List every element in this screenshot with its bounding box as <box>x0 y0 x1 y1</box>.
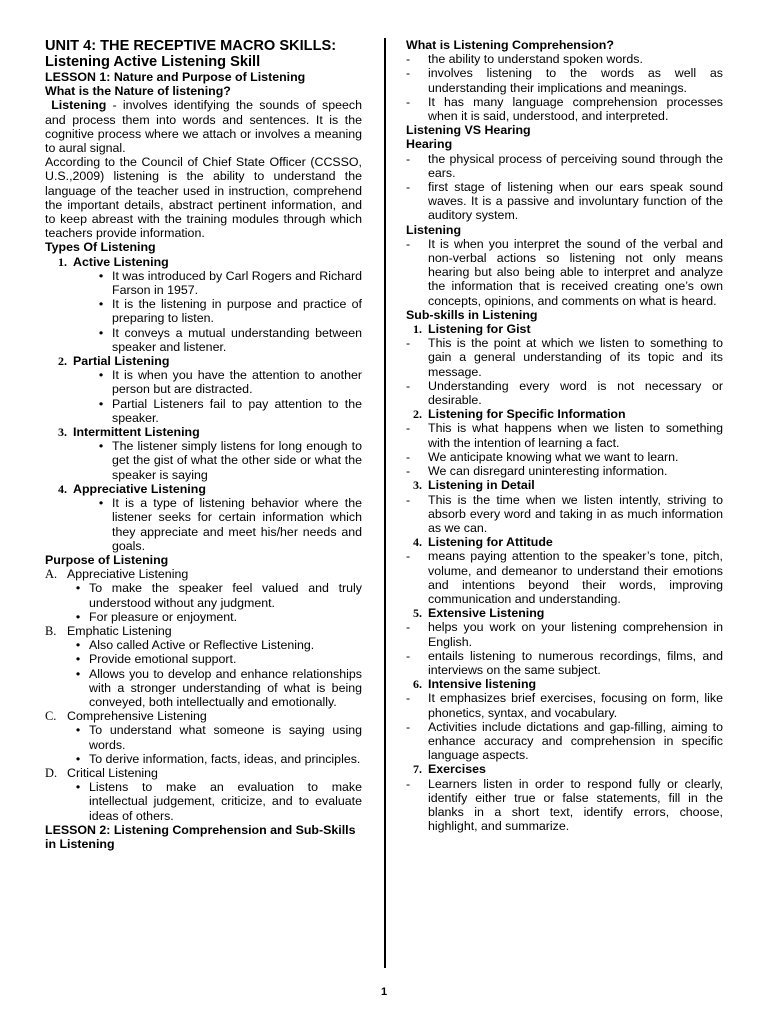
bullet-item <box>45 397 362 425</box>
purpose-title: Emphatic Listening <box>67 623 172 638</box>
dash-text: involves listening to the words as well as understanding their implications and meanings. <box>428 66 723 95</box>
bullet-text: Partial Listeners fail to pay attention to the speaker. <box>112 396 362 425</box>
purpose-heading <box>45 624 362 638</box>
purpose-heading <box>45 567 362 581</box>
bullet-text: Listens to make an evaluation to make intellectual judgement, criticize, and to evaluate ideas of others. <box>89 780 362 823</box>
listening-list <box>406 237 723 308</box>
purpose-title: Appreciative Listening <box>67 567 189 582</box>
dash-icon: - <box>406 549 411 564</box>
dash-icon: - <box>406 378 411 393</box>
type-title: Appreciative Listening <box>73 481 206 496</box>
subskill-heading <box>406 478 723 492</box>
dash-icon: - <box>406 421 411 436</box>
subskill-heading <box>406 407 723 421</box>
bullet-item <box>45 439 362 482</box>
dash-item <box>406 620 723 648</box>
purpose-item <box>45 567 362 624</box>
type-number: 2. <box>58 354 67 369</box>
subskill-number: 1. <box>413 322 422 337</box>
type-heading <box>45 255 362 269</box>
dash-text: entails listening to numerous recordings, films, and interviews on the same subject. <box>428 648 723 677</box>
bullet-icon: • <box>98 297 104 312</box>
subskill-number: 6. <box>413 677 422 692</box>
bullet-icon: • <box>75 723 81 738</box>
subskill-items <box>406 549 723 606</box>
bullet-item <box>45 652 362 666</box>
bullet-icon: • <box>98 325 104 340</box>
purpose-letter: D. <box>45 765 58 780</box>
bullet-text: It was introduced by Carl Rogers and Richard Farson in 1957. <box>112 268 362 298</box>
subskill-item <box>406 322 723 407</box>
bullet-item <box>45 667 362 710</box>
bullet-text: It is a type of listening behavior where the listener seeks for certain information which they appreciate and meet his/her needs and goals. <box>112 496 362 553</box>
subskill-items <box>406 620 723 677</box>
bullet-icon: • <box>75 751 81 766</box>
type-heading <box>45 354 362 368</box>
bullet-item <box>45 638 362 652</box>
subskill-items <box>406 421 723 478</box>
dash-item <box>406 180 723 223</box>
dash-item <box>406 237 723 308</box>
dash-icon: - <box>406 492 411 507</box>
purpose-item <box>45 709 362 766</box>
types-list <box>45 255 362 553</box>
dash-item <box>406 336 723 379</box>
purpose-heading <box>45 766 362 780</box>
type-item <box>45 354 362 425</box>
subskills-list <box>406 322 723 833</box>
dash-item <box>406 379 723 407</box>
subskill-item <box>406 535 723 606</box>
purpose-letter: C. <box>45 709 57 724</box>
subskill-items <box>406 777 723 834</box>
purpose-heading: Purpose of Listening <box>45 552 169 567</box>
bullet-icon: • <box>75 638 81 653</box>
type-item <box>45 255 362 354</box>
dash-item <box>406 152 723 180</box>
purpose-title: Critical Listening <box>67 765 158 780</box>
dash-item <box>406 649 723 677</box>
listening-term: Listening <box>51 98 107 113</box>
subskills-heading: Sub-skills in Listening <box>406 307 538 322</box>
subskill-heading <box>406 322 723 336</box>
subskill-heading <box>406 677 723 691</box>
dash-text: It is when you interpret the sound of the verbal and non-verbal actions so listening not only means hearing but also being able to interpret and analyze the information that is received creating one’s own concepts, opinions, and comments on what is heard. <box>428 236 723 308</box>
dash-icon: - <box>406 94 411 109</box>
bullet-icon: • <box>75 652 81 667</box>
subskill-items <box>406 691 723 762</box>
dash-icon: - <box>406 236 411 251</box>
dash-text: the ability to understand spoken words. <box>428 52 643 67</box>
bullet-icon: • <box>98 396 104 411</box>
type-heading <box>45 425 362 439</box>
type-title: Intermittent Listening <box>73 425 200 440</box>
subskill-heading <box>406 535 723 549</box>
dash-item <box>406 720 723 763</box>
lesson1-heading: LESSON 1: Nature and Purpose of Listening <box>45 70 306 84</box>
type-item <box>45 425 362 482</box>
dash-icon: - <box>406 719 411 734</box>
bullet-item <box>45 326 362 354</box>
dash-text: Activities include dictations and gap-filling, aiming to enhance accuracy and comprehension in specific language aspects. <box>428 719 723 763</box>
dash-text: the physical process of perceiving sound through the ears. <box>428 151 723 180</box>
dash-item <box>406 95 723 123</box>
type-bullets <box>45 269 362 354</box>
subskill-number: 7. <box>413 762 422 777</box>
bullet-text: Allows you to develop and enhance relationships with a stronger understanding of what is being conveyed, both intellectually and emotionally. <box>89 666 362 709</box>
dash-icon: - <box>406 151 411 166</box>
dash-text: This is the point at which we listen to something to gain a general understanding of its topic and its message. <box>428 336 723 379</box>
dash-icon: - <box>406 691 411 706</box>
dash-item <box>406 493 723 536</box>
dash-text: first stage of listening when our ears speak sound waves. It is a passive and involuntary function of the auditory system. <box>428 180 723 223</box>
dash-icon: - <box>406 66 411 81</box>
dash-icon: - <box>406 648 411 663</box>
nature-question: What is the Nature of listening? <box>45 84 231 99</box>
bullet-text: The listener simply listens for long enough to get the gist of what the other side or what the speaker is saying <box>112 439 362 482</box>
column-divider <box>384 38 386 968</box>
listening-heading: Listening <box>406 222 462 237</box>
dash-text: This is what happens when we listen to something with the intention of learning a fact. <box>428 421 723 450</box>
dash-icon: - <box>406 180 411 195</box>
bullet-icon: • <box>98 268 104 283</box>
bullet-item <box>45 780 362 823</box>
subskill-heading <box>406 762 723 776</box>
unit-title: UNIT 4: THE RECEPTIVE MACRO SKILLS: Listening Active Listening Skill <box>45 38 337 70</box>
right-column <box>406 38 723 833</box>
subskill-title: Extensive Listening <box>428 606 545 621</box>
bullet-icon: • <box>75 666 81 681</box>
bullet-item <box>45 581 362 609</box>
hearing-list <box>406 152 723 223</box>
bullet-item <box>45 723 362 751</box>
left-column <box>45 38 362 851</box>
bullet-icon: • <box>75 780 81 795</box>
dash-icon: - <box>406 52 411 67</box>
subskill-title: Exercises <box>428 762 486 777</box>
purpose-bullets <box>45 780 362 823</box>
dash-item <box>406 691 723 719</box>
bullet-icon: • <box>98 496 104 511</box>
subskill-item <box>406 407 723 478</box>
bullet-item <box>45 496 362 553</box>
dash-icon: - <box>406 464 411 479</box>
purpose-list <box>45 567 362 823</box>
dash-text: It emphasizes brief exercises, focusing on form, like phonetics, syntax, and vocabulary. <box>428 691 723 720</box>
dash-item <box>406 52 723 66</box>
bullet-icon: • <box>98 368 104 383</box>
dash-item <box>406 66 723 94</box>
listening-definition <box>45 98 362 155</box>
dash-icon: - <box>406 336 411 351</box>
comprehension-heading: What is Listening Comprehension? <box>406 38 614 52</box>
purpose-title: Comprehensive Listening <box>67 709 207 724</box>
bullet-item <box>45 752 362 766</box>
listening-def-text: - involves identifying the sounds of speech and process them into words and sentences. It is the cognitive process where we attach or involves a meaning to aural signal. <box>45 98 362 156</box>
bullet-text: To derive information, facts, ideas, and principles. <box>89 751 361 766</box>
subskill-number: 3. <box>413 478 422 493</box>
dash-text: helps you work on your listening comprehension in English. <box>428 620 723 649</box>
bullet-text: Provide emotional support. <box>89 652 237 667</box>
types-heading: Types Of Listening <box>45 240 156 255</box>
subskill-items <box>406 336 723 407</box>
page-number: 1 <box>380 986 388 998</box>
dash-item <box>406 450 723 464</box>
dash-text: We can disregard uninteresting information. <box>428 464 668 479</box>
type-item <box>45 482 362 553</box>
type-number: 4. <box>58 481 67 496</box>
bullet-item <box>45 368 362 396</box>
purpose-item <box>45 766 362 823</box>
bullet-text: It is when you have the attention to another person but are distracted. <box>112 368 362 397</box>
subskill-number: 5. <box>413 606 422 621</box>
ccsso-paragraph: According to the Council of Chief State Officer (CCSSO, U.S.,2009) listening is the ability to understand the language of the teacher used in instruction, comprehend the important details, abstract pertinent information, and to keep abreast with the training modules through which teachers provide information. <box>45 155 362 241</box>
bullet-text: To understand what someone is saying using words. <box>89 723 362 752</box>
dash-icon: - <box>406 449 411 464</box>
type-bullets <box>45 368 362 425</box>
purpose-letter: B. <box>45 623 57 638</box>
purpose-bullets <box>45 581 362 624</box>
type-bullets <box>45 439 362 482</box>
dash-item <box>406 464 723 478</box>
type-title: Partial Listening <box>73 354 170 369</box>
purpose-item <box>45 624 362 709</box>
purpose-letter: A. <box>45 567 58 582</box>
dash-text: It has many language comprehension processes when it is said, understood, and interpreted. <box>428 94 723 124</box>
type-number: 1. <box>58 254 67 269</box>
bullet-item <box>45 297 362 325</box>
subskill-title: Listening for Specific Information <box>428 407 626 422</box>
vs-heading: Listening VS Hearing <box>406 123 531 138</box>
subskill-heading <box>406 606 723 620</box>
subskill-item <box>406 606 723 677</box>
hearing-heading: Hearing <box>406 137 453 152</box>
subskill-title: Listening for Gist <box>428 322 531 337</box>
lesson2-heading: LESSON 2: Listening Comprehension and Sub-Skills in Listening <box>45 822 356 851</box>
dash-text: We anticipate knowing what we want to learn. <box>428 449 679 464</box>
dash-text: Understanding every word is not necessary or desirable. <box>428 378 723 408</box>
purpose-heading <box>45 709 362 723</box>
bullet-text: To make the speaker feel valued and truly understood without any judgment. <box>89 581 362 610</box>
type-number: 3. <box>58 425 67 440</box>
dash-text: means paying attention to the speaker’s tone, pitch, volume, and demeanor to understand their emotions and intentions beyond their words, improving communication and understanding. <box>428 549 723 606</box>
comprehension-list <box>406 52 723 123</box>
subskill-title: Listening for Attitude <box>428 535 553 550</box>
subskill-item <box>406 762 723 833</box>
dash-item <box>406 549 723 606</box>
type-bullets <box>45 496 362 553</box>
bullet-icon: • <box>75 609 81 624</box>
dash-text: Learners listen in order to respond fully or clearly, identify either true or false statements, fill in the blanks in a short text, identify errors, choose, highlight, and summarize. <box>428 776 723 834</box>
subskill-item <box>406 677 723 762</box>
bullet-text: It is the listening in purpose and practice of preparing to listen. <box>112 297 362 326</box>
subskill-number: 2. <box>413 407 422 422</box>
subskill-item <box>406 478 723 535</box>
type-title: Active Listening <box>73 254 169 269</box>
bullet-item <box>45 610 362 624</box>
bullet-text: For pleasure or enjoyment. <box>89 609 238 624</box>
subskill-title: Intensive listening <box>428 677 537 692</box>
subskill-number: 4. <box>413 535 422 550</box>
purpose-bullets <box>45 638 362 709</box>
dash-item <box>406 421 723 449</box>
bullet-text: It conveys a mutual understanding between speaker and listener. <box>112 325 362 354</box>
bullet-text: Also called Active or Reflective Listening. <box>89 638 315 653</box>
subskill-title: Listening in Detail <box>428 478 535 493</box>
bullet-item <box>45 269 362 297</box>
dash-icon: - <box>406 776 411 791</box>
bullet-icon: • <box>75 581 81 596</box>
type-heading <box>45 482 362 496</box>
subskill-items <box>406 493 723 536</box>
dash-item <box>406 777 723 834</box>
bullet-icon: • <box>98 439 104 454</box>
purpose-bullets <box>45 723 362 766</box>
dash-text: This is the time when we listen intently, striving to absorb every word and taking in as much information as we can. <box>428 492 723 535</box>
dash-icon: - <box>406 620 411 635</box>
